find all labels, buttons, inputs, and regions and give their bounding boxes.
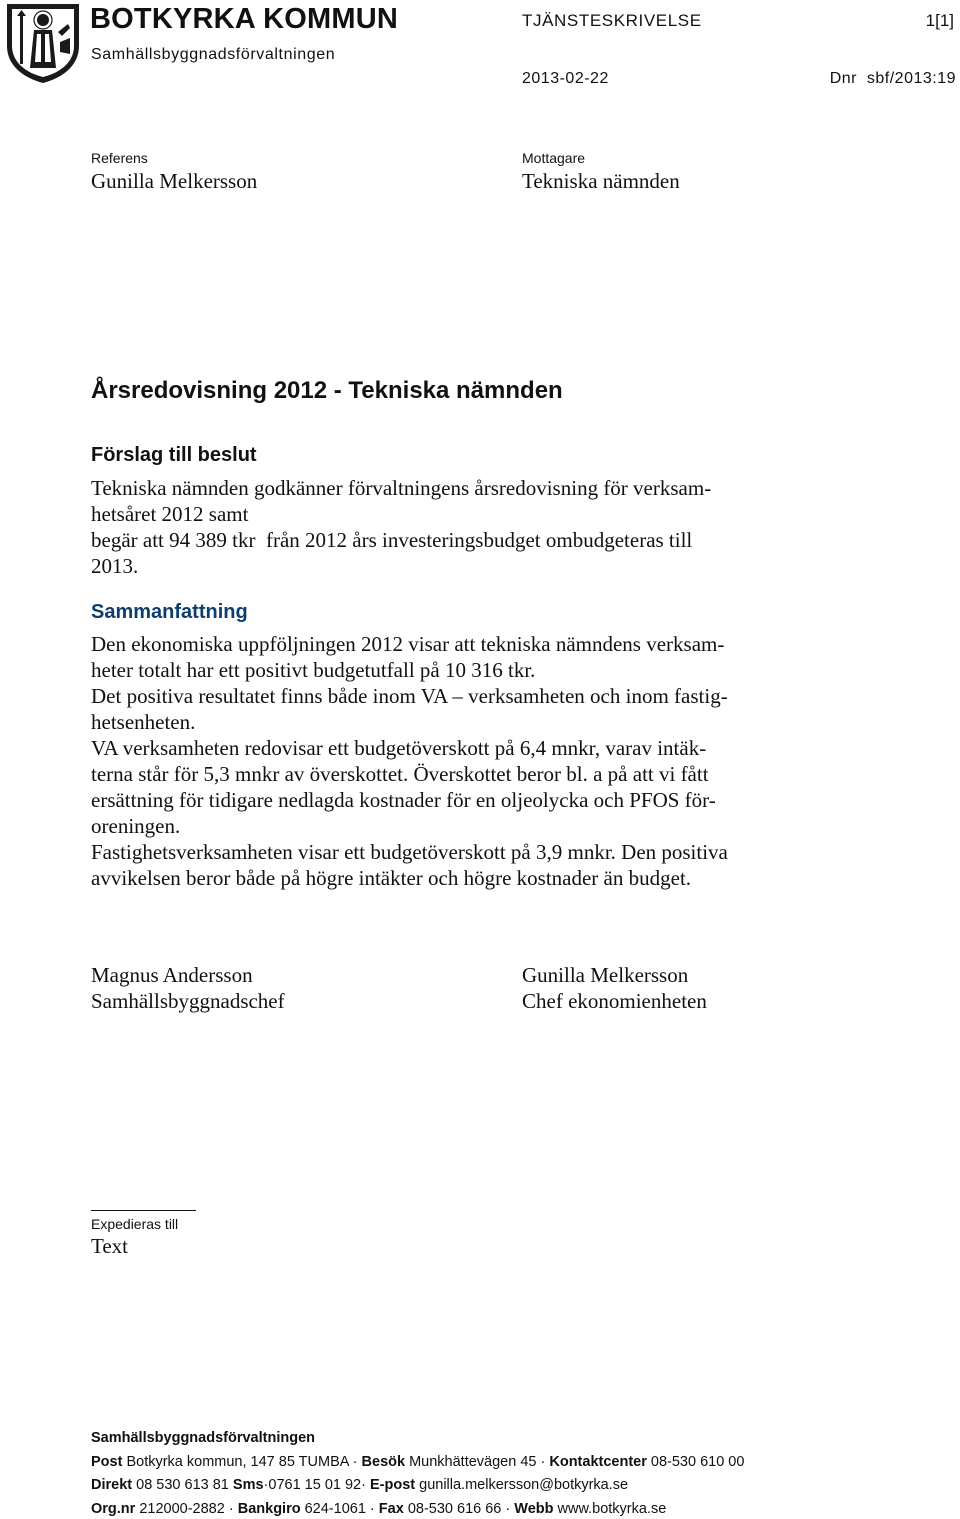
footer-line-1 (91, 1454, 744, 1470)
footer-direct-value: 08 530 613 81 (136, 1477, 229, 1493)
reference-name: Gunilla Melkersson (91, 169, 258, 193)
proposal-line: Tekniska nämnden godkänner förvaltningens årsredovisning för verksam- (91, 476, 712, 500)
footer-sms-label: Sms (232, 1477, 264, 1493)
summary-line: terna står för 5,3 mnkr av överskottet. Överskottet beror bl. a på att vi fått (91, 762, 709, 786)
footer-direct-label: Direkt (91, 1477, 133, 1493)
summary-line: Det positiva resultatet finns både inom VA – verksamheten och inom fastig- (91, 684, 728, 708)
footer-orgnr-label: Org.nr (91, 1501, 136, 1517)
summary-heading: Sammanfattning (91, 601, 248, 623)
footer-post-label: Post (91, 1454, 123, 1470)
distribution-value: Text (91, 1234, 129, 1258)
proposal-line: hetsåret 2012 samt (91, 502, 249, 526)
divider-line (91, 1210, 196, 1211)
footer-web-label: Webb (514, 1501, 554, 1517)
distribution-label: Expedieras till (91, 1216, 179, 1232)
proposal-body (91, 475, 711, 579)
signature-right (522, 962, 707, 1014)
footer-separator: · (361, 1477, 366, 1493)
footer-fax-value: 08-530 616 66 (407, 1501, 502, 1517)
footer-separator: · (228, 1501, 234, 1517)
signatory-name: Magnus Andersson (91, 963, 253, 987)
proposal-line: 2013. (91, 554, 139, 578)
footer-separator: · (263, 1477, 269, 1493)
summary-line: oreningen. (91, 814, 181, 838)
footer-line-3 (91, 1501, 666, 1517)
footer-contact-value: 08-530 610 00 (650, 1454, 745, 1470)
recipient-name: Tekniska nämnden (522, 169, 680, 193)
footer-web-value[interactable]: www.botkyrka.se (557, 1501, 667, 1517)
municipal-crest-icon (4, 2, 82, 84)
reference-label: Referens (91, 150, 148, 166)
footer-separator: · (505, 1501, 511, 1517)
footer-line-2 (91, 1477, 628, 1493)
signatory-title: Chef ekonomienheten (522, 989, 707, 1013)
signatory-name: Gunilla Melkersson (522, 963, 689, 987)
footer-email-label: E-post (370, 1477, 416, 1493)
footer-bankgiro-label: Bankgiro (237, 1501, 301, 1517)
footer-separator: · (352, 1454, 358, 1470)
proposal-line: begär att 94 389 tkr från 2012 års investeringsbudget ombudgeteras till (91, 528, 693, 552)
footer-email-value[interactable]: gunilla.melkersson@botkyrka.se (419, 1477, 629, 1493)
signatory-title: Samhällsbyggnadschef (91, 989, 285, 1013)
proposal-heading: Förslag till beslut (91, 444, 257, 466)
footer-fax-label: Fax (378, 1501, 404, 1517)
document-type: TJÄNSTESKRIVELSE (522, 11, 702, 30)
footer-post-value: Botkyrka kommun, 147 85 TUMBA (126, 1454, 349, 1470)
footer-sms-value: 0761 15 01 92 (268, 1477, 362, 1493)
summary-line: hetsenheten. (91, 710, 196, 734)
summary-line: Den ekonomiska uppföljningen 2012 visar att tekniska nämndens verksam- (91, 632, 725, 656)
signature-left (91, 962, 285, 1014)
page-number: 1[1] (925, 11, 954, 30)
footer-orgnr-value: 212000-2882 (139, 1501, 225, 1517)
document-dnr: Dnr sbf/2013:19 (829, 70, 956, 87)
org-department: Samhällsbyggnadsförvaltningen (91, 46, 336, 63)
org-name: BOTKYRKA KOMMUN (90, 3, 399, 35)
summary-line: Fastighetsverksamheten visar ett budgetöverskott på 3,9 mnkr. Den positiva (91, 840, 728, 864)
footer-separator: · (540, 1454, 546, 1470)
footer-org: Samhällsbyggnadsförvaltningen (91, 1430, 315, 1446)
footer-visit-value: Munkhättevägen 45 (409, 1454, 537, 1470)
summary-line: avvikelsen beror både på högre intäkter och högre kostnader än budget. (91, 866, 692, 890)
summary-line: ersättning för tidigare nedlagda kostnader för en oljeolycka och PFOS för- (91, 788, 716, 812)
summary-line: VA verksamheten redovisar ett budgetöverskott på 6,4 mnkr, varav intäk- (91, 736, 707, 760)
footer-bankgiro-value: 624-1061 (304, 1501, 366, 1517)
footer-visit-label: Besök (361, 1454, 406, 1470)
recipient-label: Mottagare (522, 150, 586, 166)
footer-contact-label: Kontaktcenter (549, 1454, 647, 1470)
summary-line: heter totalt har ett positivt budgetutfall på 10 316 tkr. (91, 658, 536, 682)
document-date: 2013-02-22 (522, 70, 609, 87)
document-title: Årsredovisning 2012 - Tekniska nämnden (91, 377, 563, 404)
summary-body (91, 631, 728, 891)
footer-separator: · (369, 1501, 375, 1517)
